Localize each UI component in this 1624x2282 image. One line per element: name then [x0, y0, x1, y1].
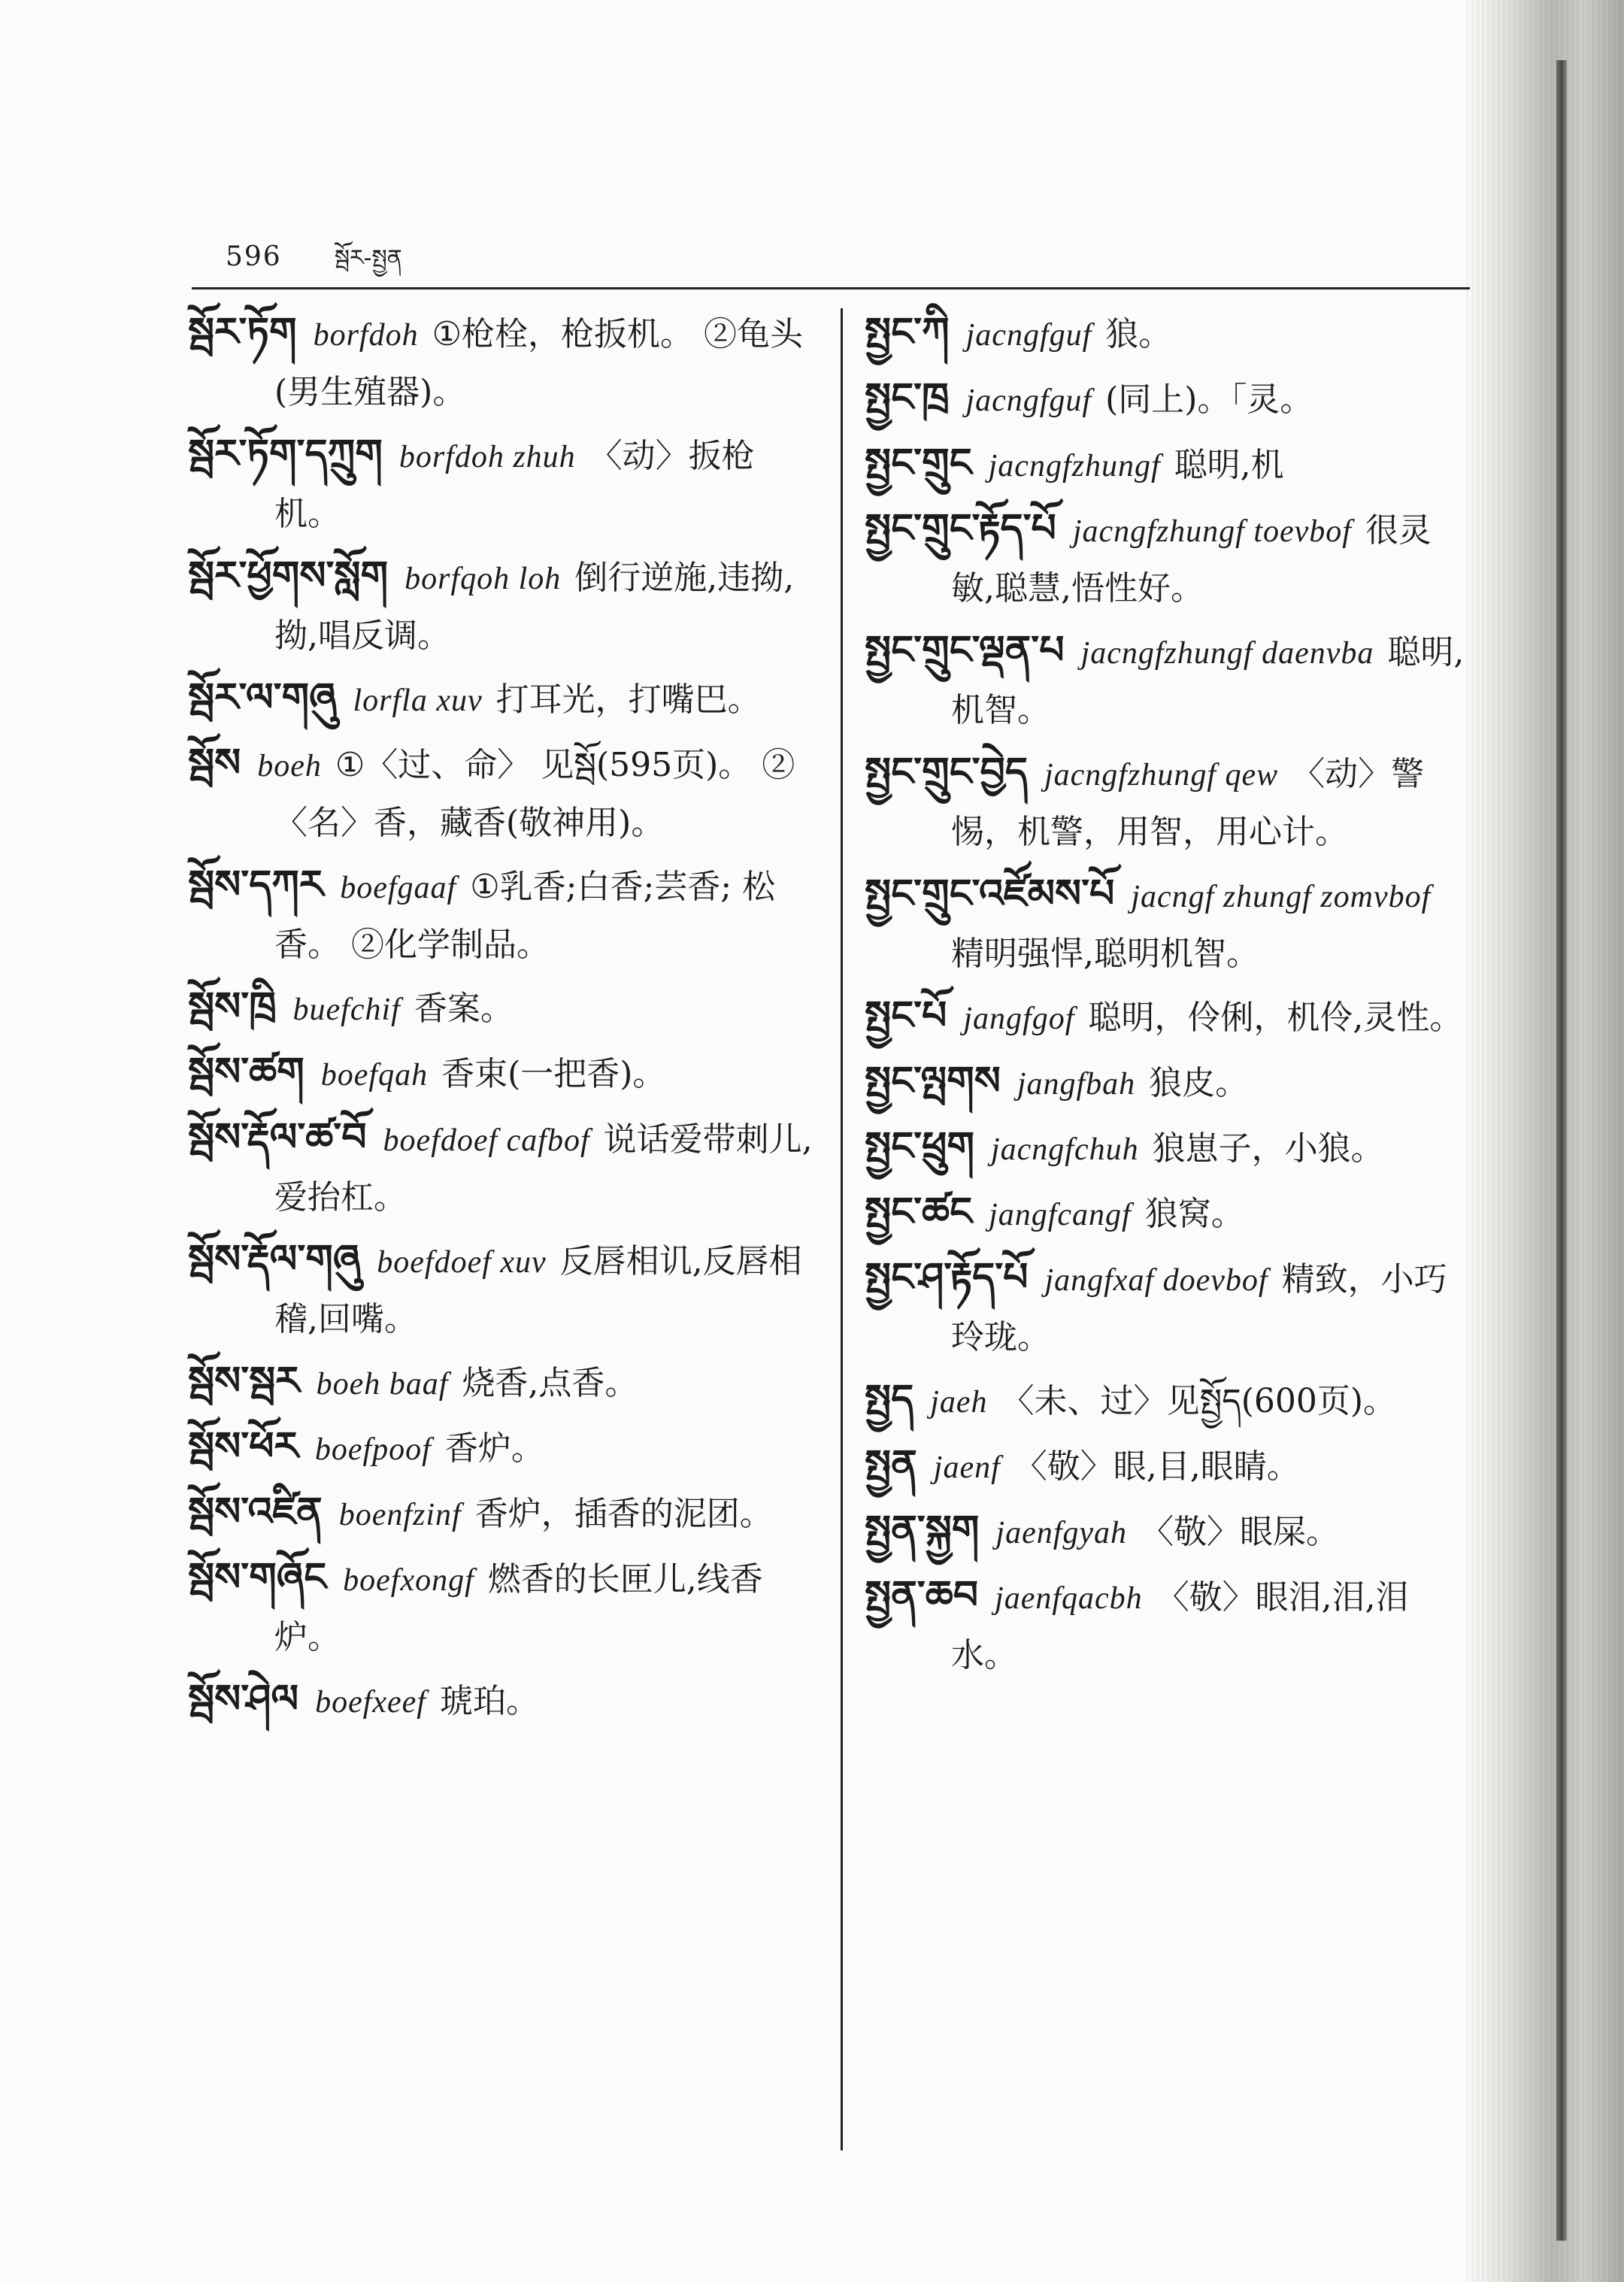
dictionary-entry — [188, 1550, 820, 1665]
entry-definition: 香炉。 — [444, 1429, 544, 1468]
dictionary-entry — [188, 1232, 820, 1347]
entry-romanization: lorfla xuv — [353, 683, 483, 718]
entry-romanization: boefxongf — [343, 1563, 474, 1598]
dictionary-entry — [188, 1484, 820, 1544]
entry-definition: 精明强悍,聪明机智。 — [951, 935, 1259, 973]
entry-headword: སྦོར་ཏོག — [188, 310, 297, 355]
entry-headword: སྦོར་ལ་གཞུ — [188, 675, 337, 720]
entry-definition: 打耳光，打嘴巴。 — [495, 680, 761, 719]
dictionary-entry — [188, 1044, 820, 1104]
entry-romanization: jacngfzhungf daenvba — [1080, 636, 1374, 671]
right-column — [865, 305, 1466, 1690]
dictionary-entry — [188, 1353, 820, 1413]
dictionary-entry — [188, 670, 820, 729]
entry-romanization: jacngfguf — [965, 318, 1092, 353]
entry-headword: སྤྱང་ཕྲུག — [865, 1124, 974, 1169]
dictionary-entry — [865, 1184, 1466, 1244]
entry-definition: 烧香,点香。 — [462, 1364, 638, 1402]
entry-headword: སྤྱང་གྲུང་འཛོམས་པོ — [865, 871, 1115, 917]
entry-romanization: borfdoh — [313, 318, 419, 353]
entry-headword: སྦོས — [188, 741, 241, 786]
dictionary-entry — [865, 623, 1466, 738]
scanned-page-edge — [1466, 0, 1624, 2282]
entry-headword: སྦོར་ཕྱོགས་སློག — [188, 553, 389, 599]
dictionary-entry — [188, 979, 820, 1038]
dictionary-entry — [865, 1119, 1466, 1178]
entry-definition: 倒行逆施,违拗,拗,唱反调。 — [274, 559, 795, 655]
dictionary-entry — [865, 501, 1466, 617]
entry-romanization: jacngfchuh — [990, 1132, 1139, 1167]
entry-definition: 狼。 — [1105, 315, 1172, 353]
column-divider — [841, 308, 843, 2150]
entry-headword: སྦོས་ཁྲི — [188, 984, 277, 1029]
dictionary-entry — [865, 1371, 1466, 1431]
entry-definition: 香炉，插香的泥团。 — [474, 1495, 773, 1533]
entry-headword: སྤྱན — [865, 1442, 917, 1487]
entry-romanization: boefpoof — [314, 1432, 432, 1467]
entry-romanization: boefdoef xuv — [377, 1245, 547, 1280]
entry-romanization: jaenfgyah — [995, 1516, 1128, 1550]
entry-definition: 〈未、过〉见སྤྱོད(600页)。 — [1001, 1382, 1397, 1420]
dictionary-entry — [865, 1502, 1466, 1562]
entry-headword: སྦོར་ཏོག་དཀྲུག — [188, 432, 383, 477]
entry-definition: (同上)。「灵。 — [1105, 380, 1313, 419]
entry-headword: སྤྱང་པོ — [865, 993, 947, 1038]
dictionary-entry — [865, 1437, 1466, 1496]
entry-definition: 很灵敏,聪慧,悟性好。 — [951, 511, 1432, 608]
entry-definition: ①乳香;白香;芸香; 松香。 ②化学制品。 — [274, 868, 776, 964]
dictionary-entry — [188, 1419, 820, 1478]
dictionary-entry — [865, 1053, 1466, 1113]
dictionary-entry — [865, 866, 1466, 982]
entry-romanization: jacngfzhungf — [988, 449, 1161, 483]
entry-romanization: jacngf zhungf zomvbof — [1131, 880, 1432, 914]
dictionary-entry — [188, 1671, 820, 1731]
entry-headword: སྤྱད — [865, 1377, 914, 1422]
entry-romanization: jacngfguf — [965, 383, 1092, 418]
header-rule — [192, 287, 1470, 289]
dictionary-entry — [865, 988, 1466, 1047]
entry-definition: 狼皮。 — [1149, 1064, 1249, 1102]
dictionary-entry — [865, 1568, 1466, 1683]
entry-definition: 〈动〉警惕，机警，用智，用心计。 — [951, 755, 1425, 851]
entry-definition: 聪明,机 — [1174, 446, 1284, 484]
entry-definition: 琥珀。 — [439, 1682, 539, 1720]
entry-romanization: jacngfzhungf qew — [1044, 758, 1279, 792]
entry-romanization: jangfcangf — [989, 1198, 1132, 1232]
entry-romanization: boefgaaf — [340, 871, 457, 905]
entry-romanization: boeh — [257, 749, 322, 783]
entry-romanization: boefdoef cafbof — [383, 1123, 590, 1158]
entry-headword: སྤྱན་སྐྱག — [865, 1508, 980, 1553]
entry-definition: 聪明,机智。 — [951, 633, 1465, 729]
entry-romanization: jangfgof — [963, 1002, 1075, 1036]
entry-definition: 香束(一把香)。 — [441, 1055, 666, 1093]
entry-headword: སྦོས་ཕོར — [188, 1424, 298, 1469]
entry-headword: སྤྱང་ཤ་རྟོད་པོ — [865, 1255, 1029, 1300]
entry-romanization: borfdoh zhuh — [398, 440, 576, 474]
dictionary-entry — [865, 370, 1466, 429]
entry-definition: 燃香的长匣儿,线香炉。 — [274, 1560, 763, 1656]
dictionary-entry — [188, 735, 820, 851]
entry-definition: 〈动〉扳枪机。 — [274, 437, 755, 533]
entry-romanization: jangfbah — [1017, 1067, 1136, 1102]
dictionary-entry — [865, 744, 1466, 860]
entry-definition: 精致，小巧玲珑。 — [951, 1260, 1447, 1356]
dictionary-entry — [188, 305, 820, 420]
entry-headword: སྤྱང་གྲུང་ལྡན་པ — [865, 628, 1065, 673]
entry-headword: སྦོས་རྡོལ་ཚ་བོ — [188, 1115, 367, 1160]
entry-definition: 狼崽子，小狼。 — [1152, 1129, 1384, 1168]
entry-romanization: jacngfzhungf toevbof — [1072, 514, 1352, 549]
page-header — [226, 233, 402, 278]
entry-headword: སྤྱང་ཀི — [865, 310, 950, 355]
dictionary-entry — [188, 1110, 820, 1226]
dictionary-entry — [188, 857, 820, 973]
entry-definition: 说话爱带刺儿,爱抬杠。 — [274, 1120, 813, 1217]
dictionary-entry — [188, 426, 820, 542]
entry-romanization: jaeh — [930, 1385, 988, 1420]
entry-romanization: jaenf — [933, 1450, 1001, 1485]
entry-headword: སྦོས་འཛིན — [188, 1490, 323, 1535]
entry-headword: སྦོས་གཞོང — [188, 1555, 327, 1600]
dictionary-entry — [188, 548, 820, 664]
entry-definition: 香案。 — [414, 989, 514, 1028]
entry-definition: 〈敬〉眼,目,眼睛。 — [1013, 1447, 1300, 1486]
entry-definition: 〈敬〉眼泪,泪,泪水。 — [951, 1578, 1409, 1674]
entry-definition: ①〈过、命〉 见སྦོ(595页)。 ②〈名〉香，藏香(敬神用)。 — [274, 746, 795, 842]
entry-definition: 〈敬〉眼屎。 — [1141, 1513, 1340, 1551]
page-number: 596 — [226, 241, 282, 272]
entry-romanization: jangfxaf doevbof — [1044, 1263, 1268, 1298]
entry-headword: སྤྱང་ཁྲ — [865, 375, 950, 420]
entry-definition: 聪明，伶俐，机伶,灵性。 — [1088, 999, 1463, 1037]
entry-definition: 狼窝。 — [1144, 1195, 1244, 1233]
entry-headword: སྤྱང་གྲུང — [865, 441, 972, 486]
entry-romanization: buefchif — [292, 993, 401, 1027]
entry-romanization: boeh baaf — [316, 1367, 449, 1402]
book-spine-shadow — [1556, 60, 1567, 2241]
entry-headword: སྦོས་སྦར — [188, 1359, 300, 1404]
entry-definition: ①枪栓，枪扳机。 ②龟头(男生殖器)。 — [274, 315, 804, 411]
entry-romanization: boefqah — [320, 1058, 429, 1093]
dictionary-entry — [865, 1250, 1466, 1365]
dictionary-entry — [865, 305, 1466, 364]
entry-romanization: boefxeef — [315, 1685, 426, 1720]
entry-romanization: jaenfqacbh — [995, 1581, 1143, 1616]
entry-headword: སྦོས་ཚག — [188, 1050, 304, 1095]
entry-headword: སྦོས་དཀར — [188, 862, 324, 908]
entry-romanization: borfqoh loh — [404, 562, 562, 596]
left-column — [188, 305, 820, 1737]
entry-headword: སྤྱང་གྲུང་བྱེད — [865, 750, 1028, 795]
running-head: སྦོར-སྤྱན — [334, 245, 402, 271]
entry-headword: སྤྱང་ལྤགས — [865, 1059, 1001, 1104]
entry-headword: སྦོས་རྡོལ་གཞུ — [188, 1237, 361, 1282]
entry-definition: 反唇相讥,反唇相稽,回嘴。 — [274, 1242, 802, 1338]
entry-headword: སྦོས་ཤེལ — [188, 1677, 299, 1722]
entry-headword: སྤྱང་ཚང — [865, 1189, 973, 1235]
dictionary-entry — [865, 435, 1466, 495]
entry-headword: སྤྱང་གྲུང་རྟོད་པོ — [865, 506, 1056, 551]
entry-headword: སྤྱན་ཆབ — [865, 1573, 979, 1618]
entry-romanization: boenfzinf — [338, 1498, 462, 1532]
